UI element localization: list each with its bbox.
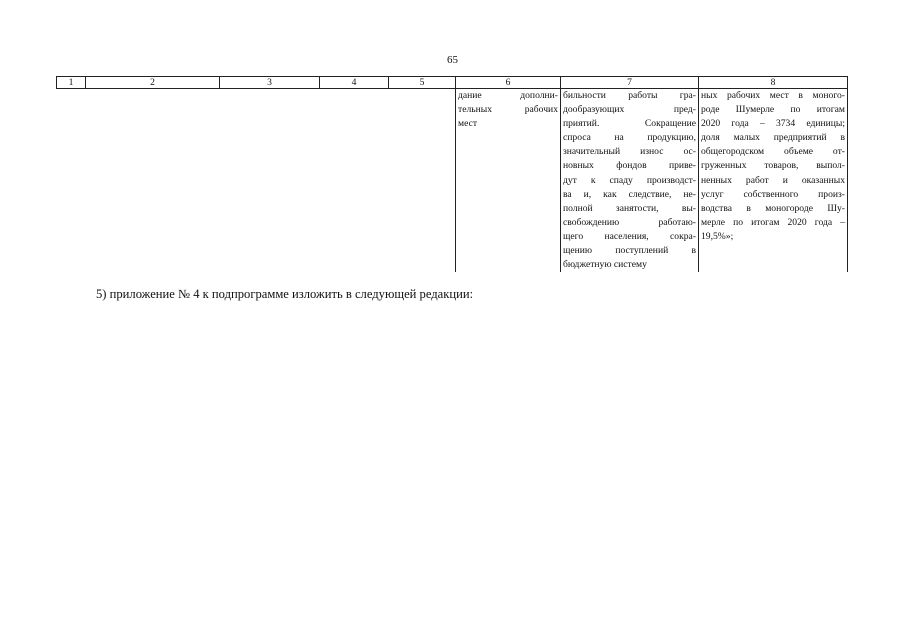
program-table: [56, 76, 848, 272]
text-line: ных рабочих мест в моного-: [701, 90, 845, 101]
text-line: щению поступлений в: [563, 245, 696, 257]
column-header: 2: [86, 77, 220, 89]
column-header: 5: [389, 77, 456, 89]
text-line: бильности работы гра-: [563, 90, 696, 101]
table-header-row: [57, 77, 848, 89]
text-line: водства в моногороде Шу-: [701, 202, 845, 214]
column-header: 3: [220, 77, 320, 89]
table-cell-empty: [389, 89, 456, 273]
table-cell-empty: [86, 89, 220, 273]
text-line: полной занятости, вы-: [563, 202, 696, 214]
page-number: 65: [447, 54, 458, 66]
text-line: дут к спаду производст-: [563, 174, 696, 186]
table-row: [57, 89, 848, 273]
column-header: 4: [320, 77, 389, 89]
text-line: роде Шумерле по итогам: [701, 104, 845, 116]
cell-text-col8: [701, 89, 845, 244]
table-cell-col6: [456, 89, 561, 273]
table-cell-col7: [561, 89, 699, 273]
column-header: 6: [456, 77, 561, 89]
text-line: мерле по итогам 2020 года –: [701, 216, 845, 228]
cell-text-col6: [458, 89, 558, 131]
text-line: спроса на продукцию,: [563, 132, 696, 144]
text-line: тельных рабочих: [458, 104, 558, 116]
text-line: дание дополни-: [458, 90, 558, 101]
text-line: свобождению работаю-: [563, 216, 696, 228]
table-cell-empty: [220, 89, 320, 273]
column-header: 1: [57, 77, 86, 89]
cell-text-col7: [563, 89, 696, 272]
text-line: 19,5%»;: [701, 230, 734, 242]
text-line: мест: [458, 118, 478, 130]
text-line: ва и, как следствие, не-: [563, 188, 696, 200]
table-cell-col8: [699, 89, 848, 273]
text-line: значительный износ ос-: [563, 146, 696, 158]
text-line: услуг собственного произ-: [701, 188, 845, 200]
text-line: дообразующих пред-: [563, 104, 696, 116]
text-line: доля малых предприятий в: [701, 132, 845, 144]
text-line: щего населения, сокра-: [563, 230, 696, 242]
body-paragraph: 5) приложение № 4 к подпрограмме изложить в следующей редакции:: [96, 287, 474, 301]
column-header: 7: [561, 77, 699, 89]
text-line: 2020 года – 3734 единицы;: [701, 118, 845, 130]
text-line: бюджетную систему: [563, 259, 647, 271]
text-line: новных фондов приве-: [563, 160, 696, 172]
text-line: общегородском объеме от-: [701, 146, 845, 158]
text-line: приятий. Сокращение: [563, 118, 696, 130]
table-cell-empty: [57, 89, 86, 273]
text-line: груженных товаров, выпол-: [701, 160, 845, 172]
column-header: 8: [699, 77, 848, 89]
table-cell-empty: [320, 89, 389, 273]
text-line: ненных работ и оказанных: [701, 174, 845, 186]
